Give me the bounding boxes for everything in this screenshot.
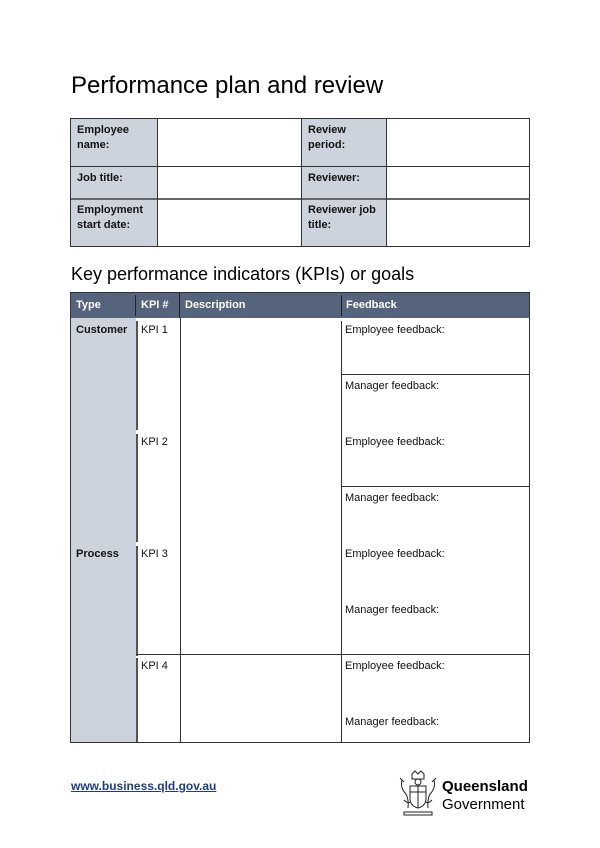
kpi-col-border	[136, 658, 138, 742]
header-divider	[341, 295, 342, 316]
kpi-id: KPI 1	[141, 324, 168, 336]
feedback-col-border	[341, 321, 342, 742]
review-period-label	[302, 119, 387, 167]
manager-feedback-field[interactable]: Manager feedback:	[345, 380, 440, 392]
employee-name-label	[71, 119, 158, 167]
kpi-col-border	[136, 321, 138, 430]
kpi-id: KPI 3	[141, 548, 168, 560]
kpi-row-divider	[136, 654, 529, 655]
header-description: Description	[185, 299, 246, 311]
kpi-table-header	[71, 293, 529, 318]
employee-feedback-field[interactable]: Employee feedback:	[345, 548, 445, 560]
manager-feedback-field[interactable]: Manager feedback:	[345, 716, 440, 728]
label-text: Review	[308, 124, 346, 136]
kpi-table	[70, 292, 530, 743]
header-kpi-number: KPI #	[141, 299, 169, 311]
manager-feedback-field[interactable]: Manager feedback:	[345, 492, 440, 504]
employee-feedback-field[interactable]: Employee feedback:	[345, 436, 445, 448]
label-text: Employment	[77, 204, 144, 216]
label-text: Employee	[77, 124, 129, 136]
page-title: Performance plan and review	[71, 72, 384, 99]
job-title-label: Job title:	[71, 167, 158, 199]
type-process: Process	[76, 548, 119, 560]
feedback-divider	[341, 486, 529, 487]
coat-of-arms-icon	[398, 770, 438, 818]
review-period-field[interactable]	[387, 119, 529, 167]
type-customer: Customer	[76, 324, 128, 336]
kpi-description-field[interactable]	[181, 318, 341, 654]
website-link[interactable]: www.business.qld.gov.au	[71, 779, 217, 793]
header-type: Type	[76, 299, 101, 311]
logo-queensland: Queensland	[442, 778, 528, 795]
employee-name-field[interactable]	[158, 119, 302, 167]
reviewer-label: Reviewer:	[302, 167, 387, 199]
kpi-col-border	[136, 546, 138, 656]
header-divider	[135, 295, 136, 316]
col-divider	[301, 119, 302, 246]
type-column	[71, 318, 136, 742]
employee-info-table	[70, 118, 530, 247]
job-title-field[interactable]	[158, 167, 302, 199]
kpi-description-field[interactable]	[181, 655, 341, 742]
label-text: Reviewer job	[308, 204, 376, 216]
label-text: start date:	[77, 219, 131, 231]
kpi-section-heading: Key performance indicators (KPIs) or goals	[71, 264, 415, 284]
kpi-col-border	[136, 434, 138, 542]
kpi-id: KPI 2	[141, 436, 168, 448]
label-text: name:	[77, 139, 110, 151]
col-divider	[157, 119, 158, 246]
row-divider	[71, 166, 529, 167]
col-divider	[386, 119, 387, 246]
queensland-government-logo	[398, 770, 530, 818]
manager-feedback-field[interactable]: Manager feedback:	[345, 604, 440, 616]
label-text: title:	[308, 219, 332, 231]
employee-feedback-field[interactable]: Employee feedback:	[345, 324, 445, 336]
reviewer-job-title-label	[302, 199, 387, 246]
row-divider	[71, 198, 529, 200]
logo-government: Government	[442, 796, 525, 813]
reviewer-job-title-field[interactable]	[387, 199, 529, 246]
kpi-id: KPI 4	[141, 660, 168, 672]
feedback-divider	[341, 374, 529, 375]
header-divider	[179, 293, 180, 318]
employee-feedback-field[interactable]: Employee feedback:	[345, 660, 445, 672]
employment-start-date-label	[71, 199, 158, 246]
employment-start-date-field[interactable]	[158, 199, 302, 246]
header-feedback: Feedback	[346, 299, 397, 311]
label-text: period:	[308, 139, 346, 151]
reviewer-field[interactable]	[387, 167, 529, 199]
